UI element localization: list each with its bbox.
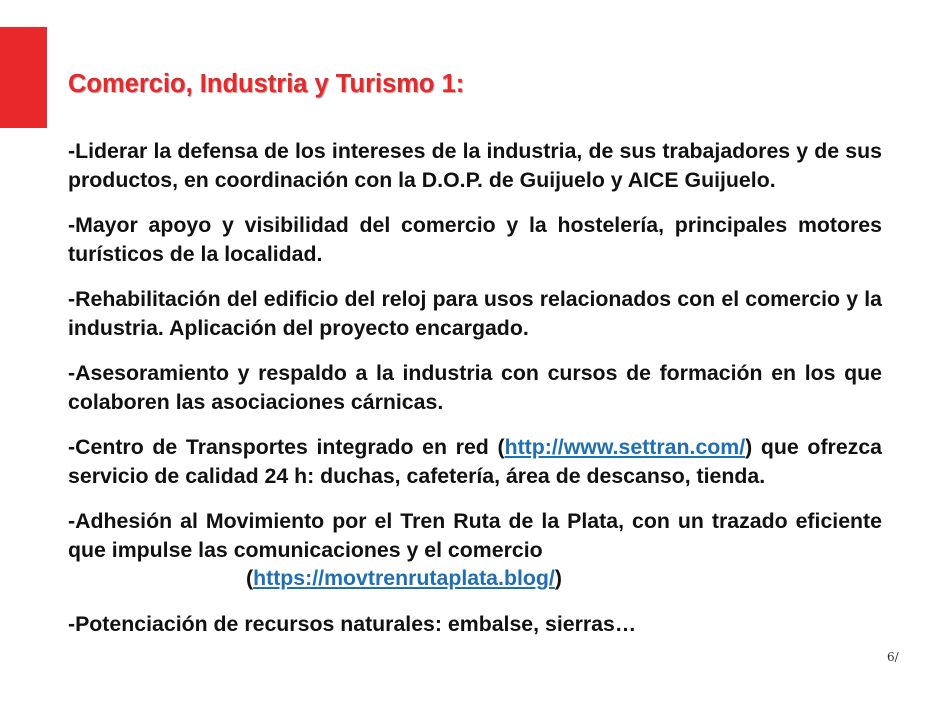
paragraph-edificio-reloj: -Rehabilitación del edificio del reloj para usos relacionados con el comercio y la industria. Aplicación del proyecto encargado. <box>68 287 882 340</box>
paragraph-centro-transportes <box>68 433 882 490</box>
paragraph-recursos-naturales: -Potenciación de recursos naturales: embalse, sierras… <box>68 611 637 636</box>
paragraph-comercio: -Mayor apoyo y visibilidad del comercio y la hostelería, principales motores turísticos de la localidad. <box>68 213 882 266</box>
paragraph-industria: -Liderar la defensa de los intereses de la industria, de sus trabajadores y de sus productos, en coordinación con la D.O.P. de Guijuelo y AICE Guijuelo. <box>68 139 882 192</box>
slide-body <box>68 137 882 638</box>
tren-paren-open: ( <box>246 566 254 590</box>
title-accent-bar <box>0 27 47 128</box>
paragraph-asesoramiento: -Asesoramiento y respaldo a la industria con cursos de formación en los que colaboren las asociaciones cárnicas. <box>68 361 882 414</box>
transportes-text-before: -Centro de Transportes integrado en red ( <box>68 435 505 459</box>
tren-text: -Adhesión al Movimiento por el Tren Ruta de la Plata, con un trazado eficiente que impulse las comunicaciones y el comercio <box>68 509 882 562</box>
movtrenrutaplata-link[interactable]: https://movtrenrutaplata.blog/ <box>253 566 555 590</box>
page-number: 6/ <box>887 650 899 664</box>
slide-title: Comercio, Industria y Turismo 1: <box>68 70 465 98</box>
settran-link[interactable]: http://www.settran.com/ <box>504 435 746 459</box>
tren-link-line <box>68 564 882 593</box>
paragraph-tren-ruta-plata <box>68 507 882 593</box>
tren-paren-close: ) <box>554 566 562 590</box>
transportes-text-after: ) que ofrezca servicio de calidad 24 h: duchas, cafetería, área de descanso, tienda. <box>68 435 883 488</box>
